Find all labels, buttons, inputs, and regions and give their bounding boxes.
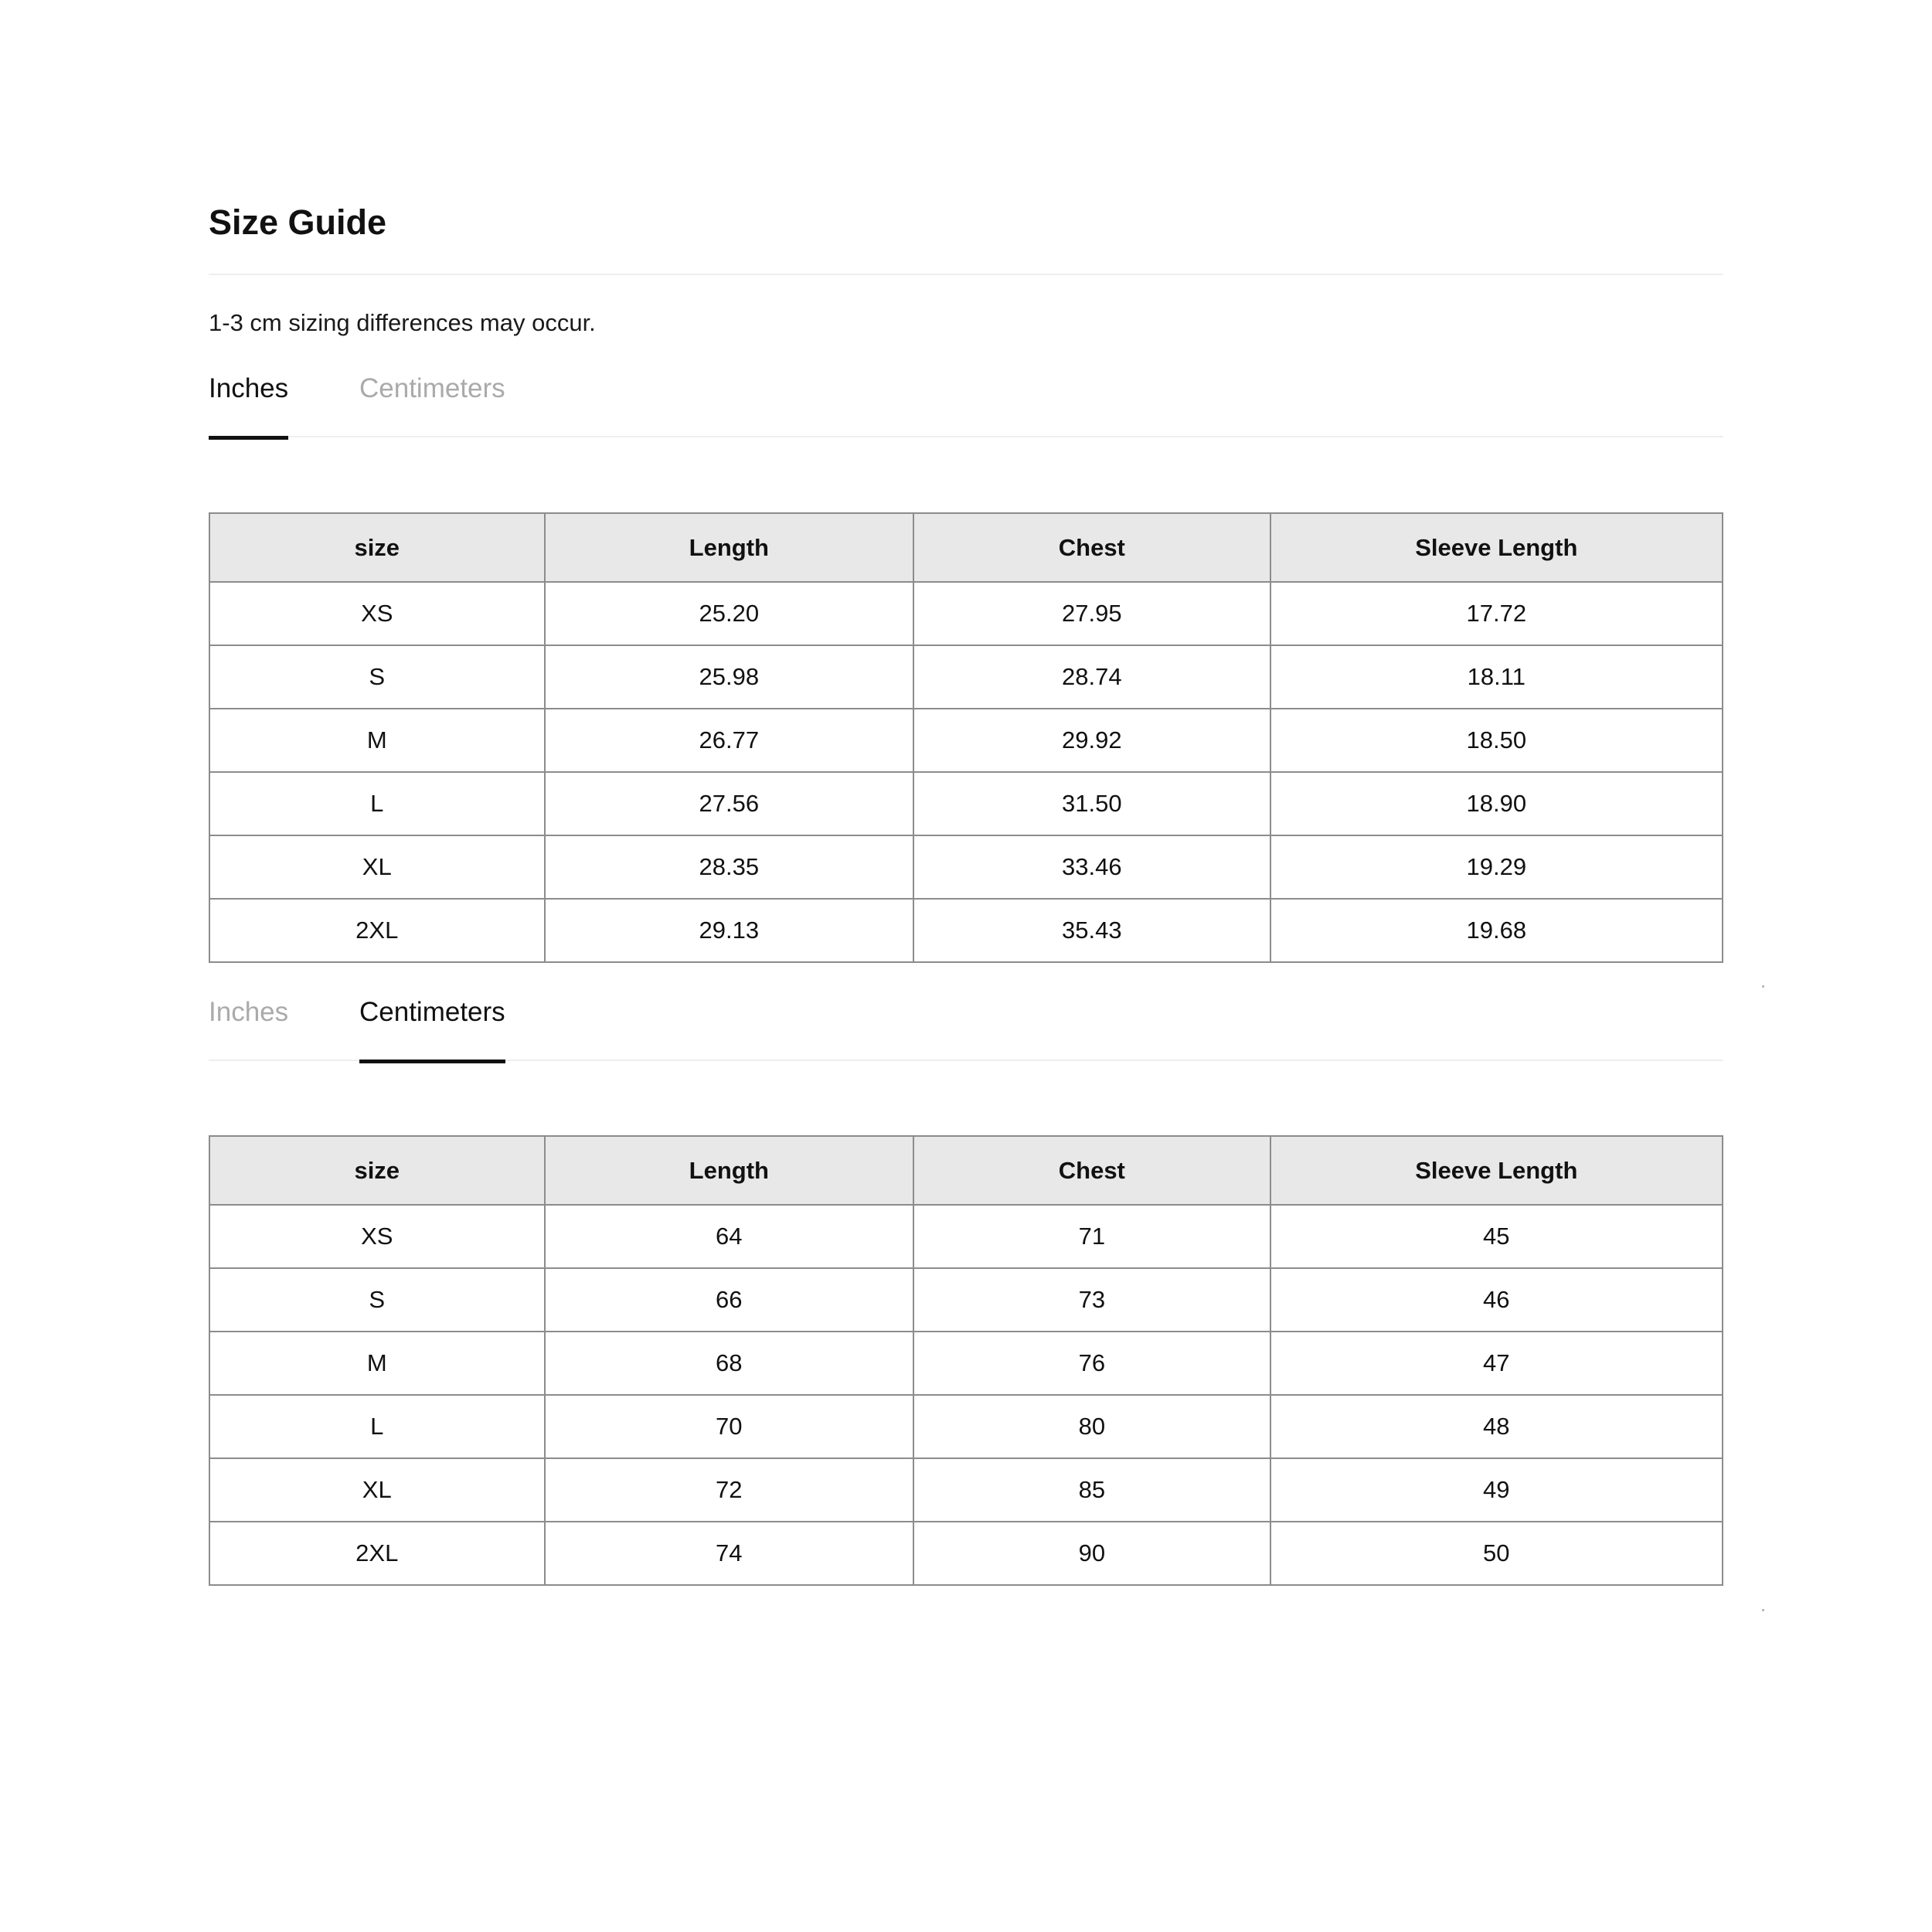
column-header-size: size [209,513,545,582]
table-cell: 73 [913,1268,1270,1332]
table-cell: M [209,709,545,772]
table-cell: 64 [545,1205,914,1268]
table-cell: S [209,1268,545,1332]
table-cell: 35.43 [913,899,1270,962]
table-cell: 68 [545,1332,914,1395]
table-header-row [209,1136,1723,1205]
table-row [209,835,1723,899]
table-row [209,1458,1723,1522]
table-row [209,899,1723,962]
table-cell: 49 [1270,1458,1723,1522]
table-cell: M [209,1332,545,1395]
table-row [209,582,1723,645]
table-cell: XL [209,1458,545,1522]
table-cell: 47 [1270,1332,1723,1395]
table-cell: 19.68 [1270,899,1723,962]
table-row [209,772,1723,835]
table-cell: 50 [1270,1522,1723,1585]
table-cell: 2XL [209,1522,545,1585]
column-header-chest: Chest [913,1136,1270,1205]
table-cell: L [209,1395,545,1458]
tab-inches[interactable]: Inches [209,369,288,437]
table-row [209,1395,1723,1458]
table-cell: 76 [913,1332,1270,1395]
table-cell: 33.46 [913,835,1270,899]
table-cell: 25.20 [545,582,914,645]
table-cell: L [209,772,545,835]
unit-tabs [209,993,1723,1061]
tab-centimeters[interactable]: Centimeters [359,993,505,1061]
unit-tabs [209,369,1723,437]
page-title: Size Guide [209,202,387,242]
table-row [209,1268,1723,1332]
table-cell: XS [209,1205,545,1268]
table-cell: 29.92 [913,709,1270,772]
table-cell: 25.98 [545,645,914,709]
table-cell: 2XL [209,899,545,962]
table-row [209,1332,1723,1395]
table-cell: 46 [1270,1268,1723,1332]
column-header-chest: Chest [913,513,1270,582]
column-header-sleeve-length: Sleeve Length [1270,1136,1723,1205]
title-divider [209,274,1723,275]
table-cell: XL [209,835,545,899]
table-cell: 28.74 [913,645,1270,709]
table-cell: 74 [545,1522,914,1585]
tab-inches[interactable]: Inches [209,997,289,1027]
table-cell: 19.29 [1270,835,1723,899]
table-cell: 80 [913,1395,1270,1458]
table-cell: 18.11 [1270,645,1723,709]
size-table-inches [209,512,1723,963]
table-cell: 28.35 [545,835,914,899]
column-header-size: size [209,1136,545,1205]
table-row [209,645,1723,709]
table-cell: 45 [1270,1205,1723,1268]
table-cell: 66 [545,1268,914,1332]
column-header-sleeve-length: Sleeve Length [1270,513,1723,582]
table-row [209,1205,1723,1268]
table-cell: 27.56 [545,772,914,835]
table-cell: 85 [913,1458,1270,1522]
table-cell: 71 [913,1205,1270,1268]
sizing-note: 1-3 cm sizing differences may occur. [209,309,596,336]
table-cell: XS [209,582,545,645]
decorative-dot [1762,985,1764,988]
table-cell: S [209,645,545,709]
table-cell: 29.13 [545,899,914,962]
size-table-centimeters [209,1135,1723,1586]
table-cell: 27.95 [913,582,1270,645]
column-header-length: Length [545,513,914,582]
table-row [209,1522,1723,1585]
table-cell: 17.72 [1270,582,1723,645]
table-row [209,709,1723,772]
tab-centimeters[interactable]: Centimeters [359,373,505,403]
table-header-row [209,513,1723,582]
table-cell: 31.50 [913,772,1270,835]
table-cell: 18.90 [1270,772,1723,835]
table-cell: 72 [545,1458,914,1522]
table-cell: 26.77 [545,709,914,772]
column-header-length: Length [545,1136,914,1205]
decorative-dot [1762,1609,1764,1611]
table-cell: 90 [913,1522,1270,1585]
table-cell: 70 [545,1395,914,1458]
table-cell: 48 [1270,1395,1723,1458]
table-cell: 18.50 [1270,709,1723,772]
